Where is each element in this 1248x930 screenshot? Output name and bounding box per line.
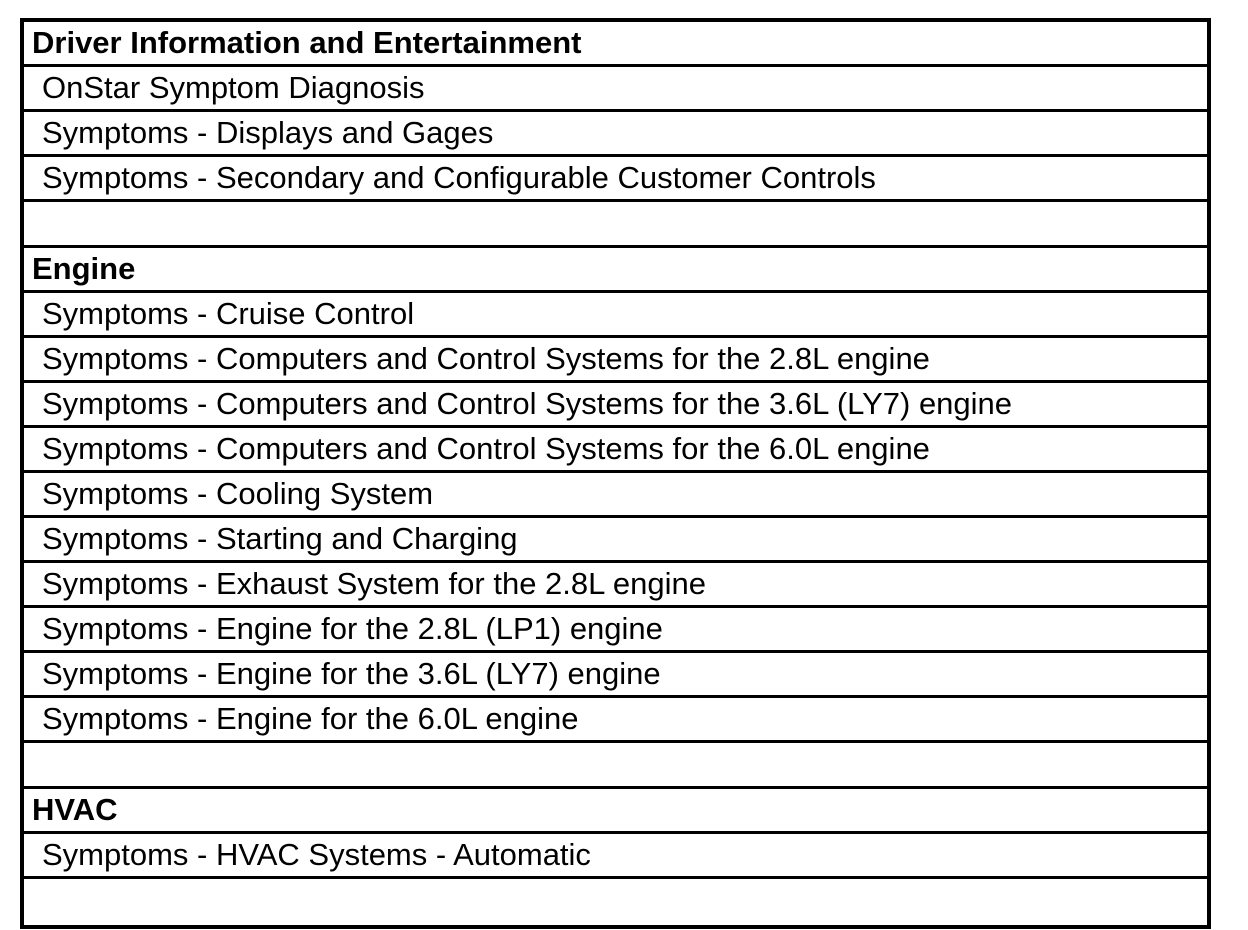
symptom-link[interactable]: Symptoms - HVAC Systems - Automatic <box>24 834 1207 879</box>
section-heading: Engine <box>24 248 1207 293</box>
spacer-row <box>24 202 1207 248</box>
symptom-link[interactable]: Symptoms - Engine for the 6.0L engine <box>24 698 1207 743</box>
symptom-link[interactable]: Symptoms - Cooling System <box>24 473 1207 518</box>
symptom-link[interactable]: OnStar Symptom Diagnosis <box>24 67 1207 112</box>
symptom-link[interactable]: Symptoms - Starting and Charging <box>24 518 1207 563</box>
symptom-link[interactable]: Symptoms - Exhaust System for the 2.8L engine <box>24 563 1207 608</box>
symptom-link[interactable]: Symptoms - Cruise Control <box>24 293 1207 338</box>
symptom-link[interactable]: Symptoms - Secondary and Configurable Customer Controls <box>24 157 1207 202</box>
symptom-link[interactable]: Symptoms - Engine for the 3.6L (LY7) engine <box>24 653 1207 698</box>
section-heading: HVAC <box>24 789 1207 834</box>
spacer-row <box>24 879 1207 925</box>
spacer-row <box>24 743 1207 789</box>
section-heading: Driver Information and Entertainment <box>24 22 1207 67</box>
symptom-table <box>20 18 1211 929</box>
symptom-link[interactable]: Symptoms - Computers and Control Systems for the 2.8L engine <box>24 338 1207 383</box>
symptom-link[interactable]: Symptoms - Engine for the 2.8L (LP1) engine <box>24 608 1207 653</box>
symptom-link[interactable]: Symptoms - Displays and Gages <box>24 112 1207 157</box>
symptom-link[interactable]: Symptoms - Computers and Control Systems for the 3.6L (LY7) engine <box>24 383 1207 428</box>
symptom-link[interactable]: Symptoms - Computers and Control Systems for the 6.0L engine <box>24 428 1207 473</box>
